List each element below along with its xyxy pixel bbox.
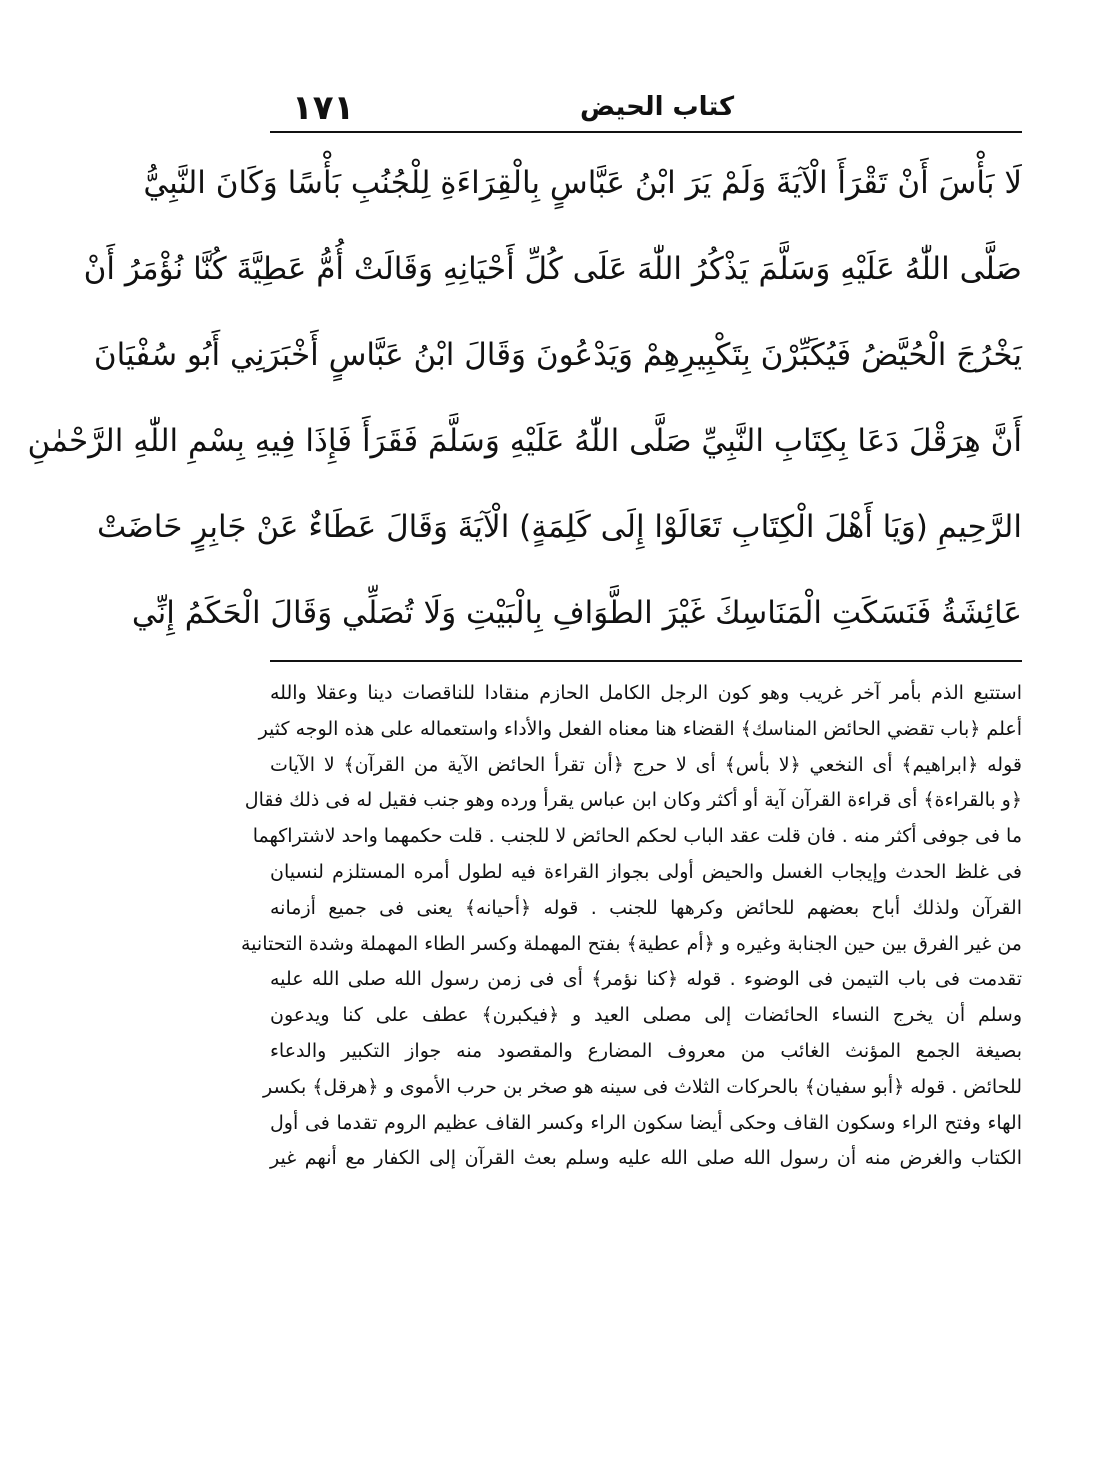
commentary-line: ما فى جوفى أكثر منه . فان قلت عقد الباب لحكم الحائض لا للجنب . قلت حكمهما واحد لاشتراكهما [252,825,1022,848]
page-number: ١٧١ [292,88,355,128]
header-rule [270,131,1022,133]
commentary-line: تقدمت فى باب التيمن فى الوضوء . قوله ﴿كنا نؤمر﴾ أى فى زمن رسول الله صلى الله عليه [270,968,1022,991]
commentary-line: بصيغة الجمع المؤنث الغائب من معروف المضارع والمقصود منه جواز التكبير والدعاء [270,1039,1022,1062]
commentary-line: للحائض . قوله ﴿أبو سفيان﴾ بالحركات الثلاث فى سينه هو صخر بن حرب الأموى و ﴿هرقل﴾ بكسر [263,1075,1022,1098]
commentary-text [241,676,1022,1177]
commentary-line: فى غلظ الحدث وإيجاب الغسل والحيض أولى بجواز القراءة فيه لطول أمره المستلزم لنسيان [270,860,1022,883]
commentary-line: ﴿و بالقراءة﴾ أى قراءة القرآن آية أو أكثر وكان ابن عباس يقرأ ورده وهو جنب فقيل له فى ذلك فقال [244,789,1022,812]
commentary-line: الهاء وفتح الراء وسكون القاف وحكى أيضا سكون الراء وكسر القاف عظيم الروم تقدما فى أول [270,1111,1022,1134]
commentary-separator [270,660,1022,662]
commentary-line: قوله ﴿ابراهيم﴾ أى النخعي ﴿لا بأس﴾ أى لا حرج ﴿أن تقرأ الحائض الآية من القرآن﴾ لا الآيات [270,753,1022,776]
matn-line: صَلَّى اللّٰهُ عَلَيْهِ وَسَلَّمَ يَذْكُرُ اللّٰهَ عَلَى كُلِّ أَحْيَانِهِ وَقَالَتْ أُمُّ عَطِيَّةَ كُنَّا نُؤْمَرُ أَنْ [83,251,1022,287]
matn-line: لَا بَأْسَ أَنْ تَقْرَأَ الْآيَةَ وَلَمْ يَرَ ابْنُ عَبَّاسٍ بِالْقِرَاءَةِ لِلْجُنُبِ بَأْسًا وَكَانَ النَّبِيُّ [143,165,1022,201]
commentary-line: من غير الفرق بين حين الجنابة وغيره و ﴿أم عطية﴾ بفتح المهملة وكسر الطاء المهملة وشدة التحتانية [241,932,1022,955]
main-text [27,140,1022,656]
commentary-line: القرآن ولذلك أباح بعضهم للحائض وكرهها للجنب . قوله ﴿أحيانه﴾ يعنى فى جميع أزمانه [270,896,1022,919]
matn-line: الرَّحِيمِ (وَيَا أَهْلَ الْكِتَابِ تَعَالَوْا إِلَى كَلِمَةٍ) الْآيَةَ وَقَالَ عَطَاءٌ عَنْ جَابِرٍ حَاضَتْ [96,509,1022,545]
commentary-line: الكتاب والغرض منه أن رسول الله صلى الله عليه وسلم بعث القرآن إلى الكفار مع أنهم غير [270,1147,1022,1170]
matn-line: أَنَّ هِرَقْلَ دَعَا بِكِتَابِ النَّبِيِّ صَلَّى اللّٰهُ عَلَيْهِ وَسَلَّمَ فَقَرَأَ فَإِذَا فِيهِ بِسْمِ اللّٰهِ الرَّحْمٰنِ [27,423,1022,459]
page-header [270,82,1030,130]
commentary-line: استتبع الذم بأمر آخر غريب وهو كون الرجل الكامل الحازم منقادا للناقصات دينا وعقلا والله [270,682,1022,704]
matn-line: عَائِشَةُ فَنَسَكَتِ الْمَنَاسِكَ غَيْرَ الطَّوَافِ بِالْبَيْتِ وَلَا تُصَلِّي وَقَالَ الْحَكَمُ إِنِّي [131,595,1022,631]
commentary-line: أعلم ﴿باب تقضي الحائض المناسك﴾ القضاء هنا معناه الفعل والأداء واستعماله على هذه الوجه كثير [258,717,1022,740]
commentary-line: وسلم أن يخرج النساء الحائضات إلى مصلى العيد و ﴿فيكبرن﴾ عطف على كنا ويدعون [270,1004,1022,1027]
matn-line: يَخْرُجَ الْحُيَّضُ فَيُكَبِّرْنَ بِتَكْبِيرِهِمْ وَيَدْعُونَ وَقَالَ ابْنُ عَبَّاسٍ أَخْبَرَنِي أَبُو سُفْيَانَ [93,337,1022,373]
running-title: كتاب الحيض [580,92,735,122]
